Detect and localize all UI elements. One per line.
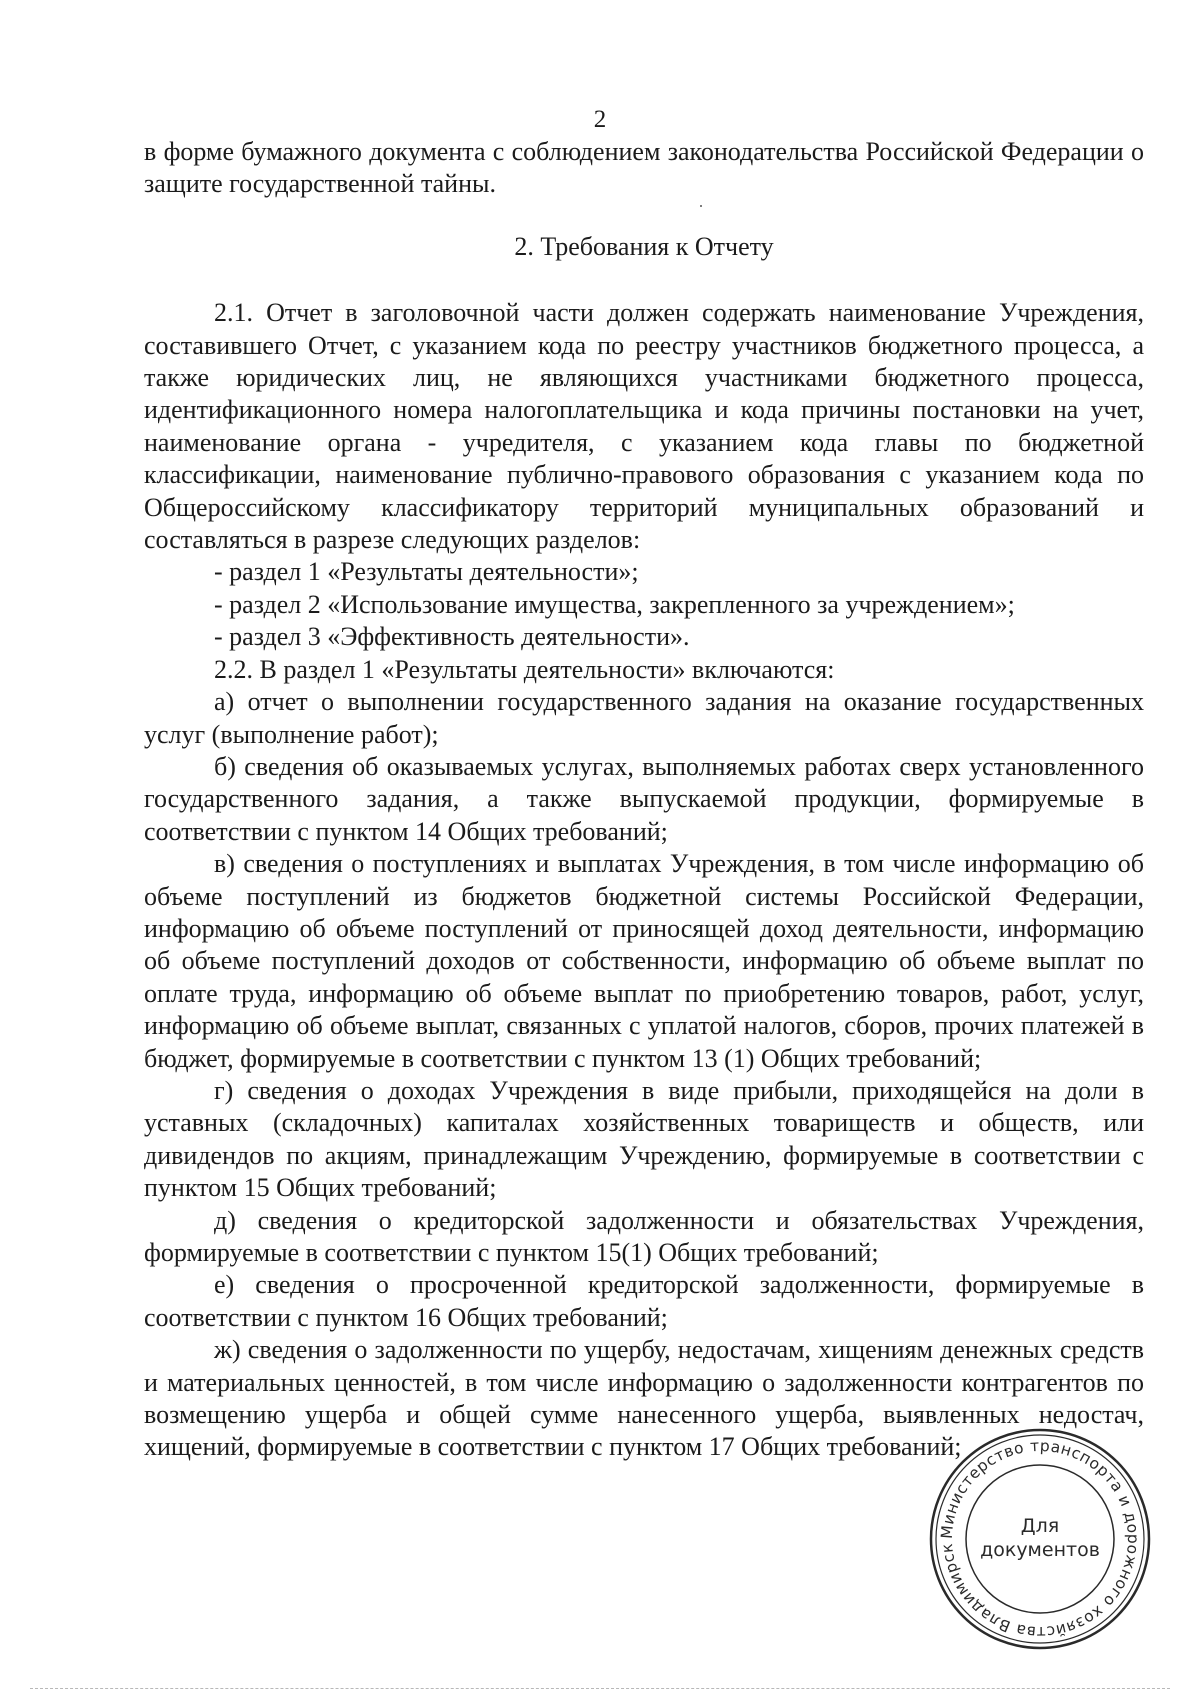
list-item-section-2: - раздел 2 «Использование имущества, закрепленного за учреждением»;: [214, 589, 1015, 619]
list-item-v: в) сведения о поступлениях и выплатах Учреждения, в том числе информацию об объеме поступлений из бюджетов бюджетной системы Российской Федерации, информацию об объеме поступлений от приносящей доход деятельности, информацию об объеме поступлений доходов от собственности, информацию об объеме выплат по оплате труда, информацию об объеме выплат по приобретению товаров, работ, услуг, информацию об объеме выплат, связанных с уплатой налогов, сборов, прочих платежей в бюджет, формируемые в соответствии с пунктом 13 (1) Общих требований;: [144, 849, 1144, 1073]
stamp-center-line-1: Для: [1020, 1515, 1060, 1537]
section-heading: 2. Требования к Отчету: [514, 231, 774, 261]
paragraph-2-2: 2.2. В раздел 1 «Результаты деятельности» включаются:: [214, 654, 835, 684]
page-number: 2: [593, 106, 607, 133]
list-item-b: б) сведения об оказываемых услугах, выполняемых работах сверх установленного государственного задания, а также выпускаемой продукции, формируемые в соответствии с пунктом 14 Общих требований;: [144, 751, 1144, 846]
intro-paragraph: в форме бумажного документа с соблюдением законодательства Российской Федерации о защите государственной тайны.: [144, 137, 1144, 199]
official-stamp: [925, 1424, 1155, 1654]
list-item-section-1: - раздел 1 «Результаты деятельности»;: [214, 557, 639, 587]
scan-bottom-edge: [30, 1688, 1170, 1689]
stamp-outer-text-path: Министерство транспорта и дорожного хозяйства Владимирск: [937, 1436, 1143, 1642]
list-item-e: е) сведения о просроченной кредиторской задолженности, формируемые в соответствии с пунктом 16 Общих требований;: [144, 1270, 1144, 1332]
list-item-a: а) отчет о выполнении государственного задания на оказание государственных услуг (выполнение работ);: [144, 687, 1144, 749]
list-item-g: г) сведения о доходах Учреждения в виде прибыли, приходящейся на доли в уставных (складочных) капиталах хозяйственных товариществ и обществ, или дивидендов по акциям, принадлежащим Учреждению, формируемые в соответствии с пунктом 15 Общих требований;: [144, 1075, 1144, 1203]
list-item-d: д) сведения о кредиторской задолженности и обязательствах Учреждения, формируемые в соответствии с пунктом 15(1) Общих требований;: [144, 1205, 1144, 1267]
stamp-center-line-2: документов: [980, 1539, 1100, 1561]
paragraph-2-1: 2.1. Отчет в заголовочной части должен содержать наименование Учреждения, составившего Отчет, с указанием кода по реестру участников бюджетного процесса, а также юридических лиц, не являющихся участниками бюджетного процесса, идентификационного номера налогоплательщика и кода причины постановки на учет, наименование органа - учредителя, с указанием кода главы по бюджетной классификации, наименование публично-правового образования с указанием кода по Общероссийскому классификатору территорий муниципальных образований и составляться в разрезе следующих разделов:: [144, 298, 1144, 555]
list-item-section-3: - раздел 3 «Эффективность деятельности».: [214, 622, 690, 652]
document-body: [144, 136, 1144, 1464]
stamp-seal-icon: [925, 1424, 1155, 1654]
list-item-zh: ж) сведения о задолженности по ущербу, недостачам, хищениям денежных средств и материальных ценностей, в том числе информацию о задолженности контрагентов по возмещению ущерба и общей сумме нанесенного ущерба, выявленных недостач, хищений, формируемые в соответствии с пунктом 17 Общих требований;: [144, 1335, 1144, 1462]
